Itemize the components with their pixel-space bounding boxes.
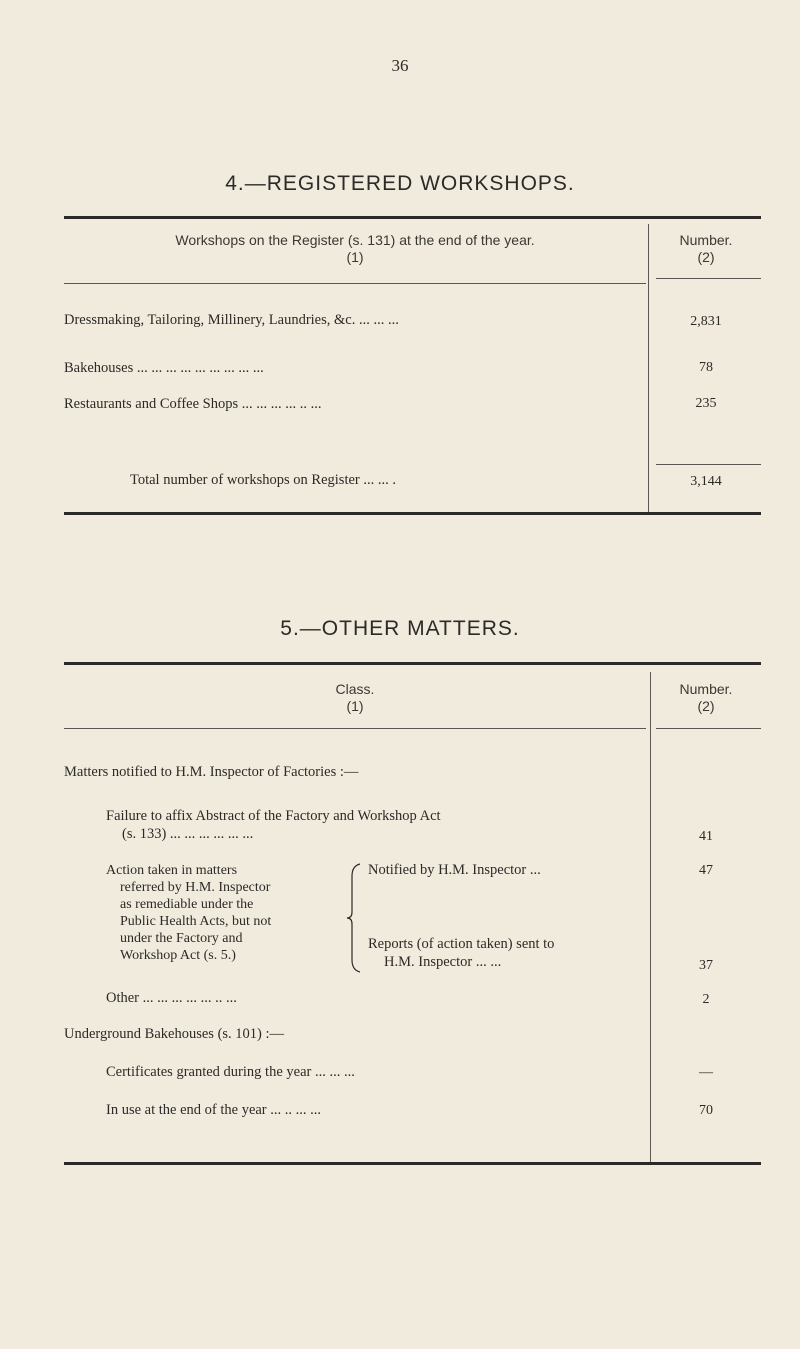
number-header-num: (2) (697, 698, 715, 714)
page-number: 36 (391, 56, 409, 75)
certificates-label: Certificates granted during the year ... ... ... (106, 1064, 355, 1080)
failure-value: 41 (699, 829, 713, 844)
header-rule-right (656, 278, 761, 279)
notified-by-value: 47 (699, 863, 713, 878)
certificates-value: — (699, 1065, 713, 1080)
row-dressmaking-label: Dressmaking, Tailoring, Millinery, Laundries, &c. ... ... ... (64, 312, 399, 328)
row-bakehouses-value: 78 (699, 360, 713, 375)
underground-heading: Underground Bakehouses (s. 101) :— (64, 1026, 285, 1042)
section-5-title: 5.—OTHER MATTERS. (280, 617, 520, 640)
table-top-rule (64, 216, 761, 219)
header-rule-left (64, 283, 646, 284)
number-header-text: Number. (679, 681, 733, 697)
class-header-num: (1) (346, 698, 364, 714)
col1-header-text: Workshops on the Register (s. 131) at the end of the year. (175, 232, 535, 248)
action-line: under the Factory and (120, 931, 243, 946)
col2-header-num: (2) (697, 249, 715, 265)
notified-by-label: Notified by H.M. Inspector ... (368, 862, 541, 878)
class-header-text: Class. (335, 681, 375, 697)
row-bakehouses-label: Bakehouses ... ... ... ... ... ... ... ... ... (64, 360, 264, 376)
other-value: 2 (702, 992, 710, 1007)
action-line: Workshop Act (s. 5.) (120, 948, 236, 963)
col2-header (650, 232, 762, 266)
row-restaurants-value: 235 (695, 396, 717, 411)
table2-top-rule (64, 662, 761, 665)
notified-heading: Matters notified to H.M. Inspector of Factories :— (64, 764, 359, 780)
header2-rule-left (64, 728, 646, 729)
in-use-value: 70 (699, 1103, 713, 1118)
table-bottom-rule (64, 512, 761, 515)
header2-rule-right (656, 728, 761, 729)
col1-header (64, 232, 646, 266)
in-use-label: In use at the end of the year ... .. ... ... (106, 1102, 322, 1118)
reports-line2: H.M. Inspector ... ... (384, 954, 502, 970)
column2-divider (650, 672, 651, 1162)
reports-value: 37 (699, 958, 713, 973)
col2-header-text: Number. (679, 232, 733, 248)
column-divider (648, 224, 649, 512)
section-4-title: 4.—REGISTERED WORKSHOPS. (225, 172, 575, 195)
total-rule (656, 464, 761, 465)
col1-header-num: (1) (346, 249, 364, 265)
action-line: Action taken in matters (106, 863, 238, 878)
left-brace-icon (346, 862, 368, 974)
number-header (650, 681, 762, 715)
table2-bottom-rule (64, 1162, 761, 1165)
failure-line2: (s. 133) ... ... ... ... ... ... (122, 826, 254, 842)
other-label: Other ... ... ... ... ... .. ... (106, 990, 237, 1006)
action-line: referred by H.M. Inspector (120, 880, 271, 895)
class-header (64, 681, 646, 715)
row-restaurants-label: Restaurants and Coffee Shops ... ... ... ... .. ... (64, 396, 322, 412)
total-label: Total number of workshops on Register ... ... . (130, 472, 396, 488)
action-line: as remediable under the (120, 897, 254, 912)
total-value: 3,144 (690, 474, 722, 489)
action-taken-text (106, 862, 346, 964)
row-dressmaking-value: 2,831 (690, 314, 722, 329)
reports-line1: Reports (of action taken) sent to (368, 936, 555, 952)
action-line: Public Health Acts, but not (120, 914, 272, 929)
failure-line1: Failure to affix Abstract of the Factory and Workshop Act (106, 808, 441, 824)
